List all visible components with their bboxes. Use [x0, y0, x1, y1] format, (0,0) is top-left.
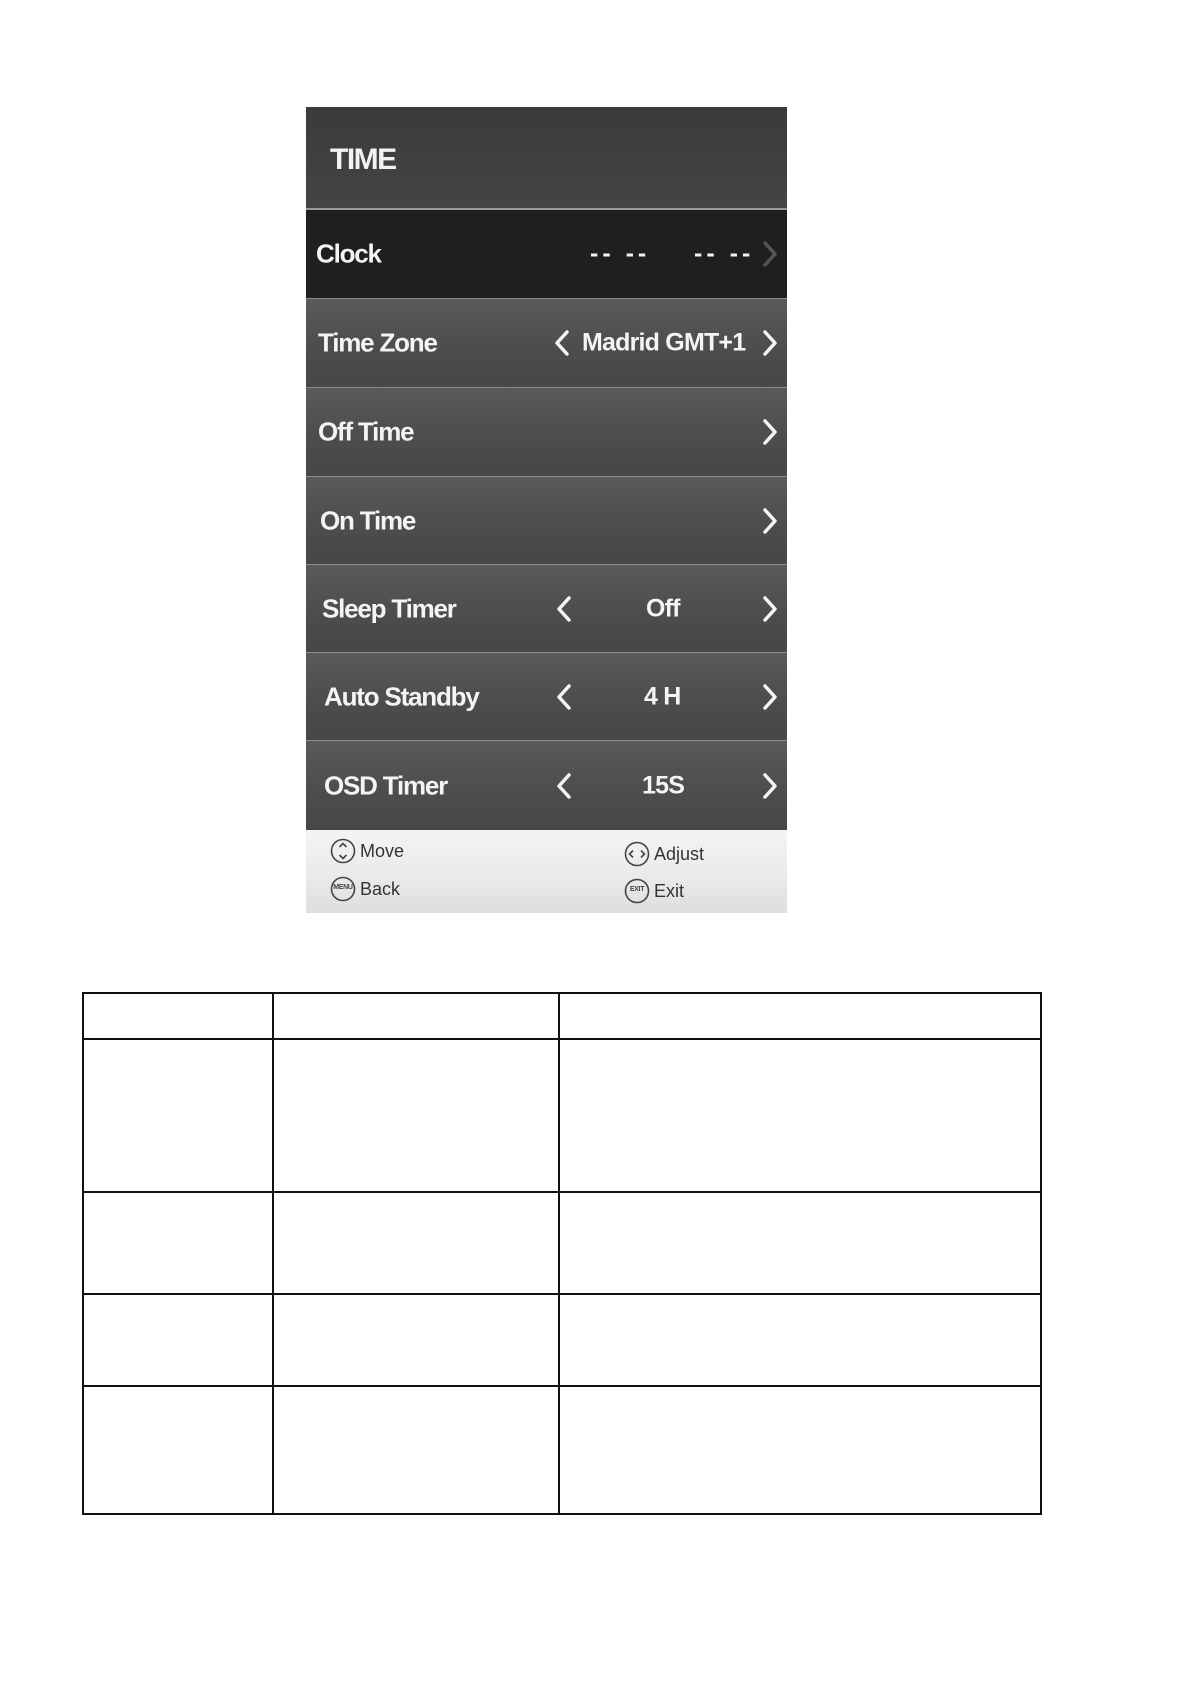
menu-item-label: Off Time [318, 416, 414, 447]
table-cell [83, 1192, 273, 1294]
menu-item-label: Clock [316, 238, 381, 269]
menu-footer-hints [306, 830, 787, 913]
menu-item-osd-timer[interactable] [306, 741, 787, 830]
hint-adjust-label: Adjust [654, 843, 705, 864]
time-zone-value: Madrid GMT+1 [582, 328, 746, 357]
table-cell [273, 1039, 559, 1192]
chevron-right-icon[interactable] [760, 504, 780, 538]
chevron-left-icon[interactable] [552, 326, 572, 360]
settings-description-table [82, 992, 1042, 1515]
table-cell [559, 1294, 1041, 1386]
exit-icon-text: EXIT [629, 886, 645, 893]
chevron-left-icon[interactable] [554, 592, 574, 626]
table-cell [273, 1294, 559, 1386]
table-row [83, 1192, 1041, 1294]
clock-value: -- -- -- -- [590, 239, 755, 268]
menu-item-on-time[interactable] [306, 477, 787, 565]
hint-exit-label: Exit [654, 880, 685, 901]
table-row [83, 1294, 1041, 1386]
table-cell [83, 1294, 273, 1386]
table-cell [559, 1039, 1041, 1192]
chevron-right-icon[interactable] [760, 769, 780, 803]
menu-item-clock[interactable] [306, 210, 787, 299]
chevron-right-icon[interactable] [760, 326, 780, 360]
table-cell [273, 993, 559, 1039]
menu-button-icon [330, 876, 356, 902]
hint-back-label: Back [360, 878, 401, 899]
table-row [83, 1386, 1041, 1514]
menu-item-label: On Time [320, 505, 416, 535]
chevron-left-icon[interactable] [554, 769, 574, 803]
menu-item-label: Time Zone [318, 327, 437, 358]
menu-title: TIME [330, 143, 396, 176]
table-cell [83, 1386, 273, 1514]
hint-adjust [624, 841, 704, 867]
menu-item-label: OSD Timer [324, 770, 448, 800]
menu-item-label: Auto Standby [324, 681, 479, 711]
sleep-timer-value: Off [646, 594, 680, 622]
table-cell [83, 993, 273, 1039]
up-down-arrows-icon [330, 838, 356, 864]
hint-back [330, 876, 400, 902]
hint-exit [624, 878, 684, 904]
hint-move [330, 838, 404, 864]
left-right-arrows-icon [624, 841, 650, 867]
table-cell [83, 1039, 273, 1192]
menu-header [306, 107, 787, 210]
chevron-left-icon[interactable] [554, 680, 574, 714]
menu-item-label: Sleep Timer [322, 593, 456, 623]
menu-icon-text: MENU [333, 884, 353, 891]
menu-item-time-zone[interactable] [306, 299, 787, 388]
menu-item-off-time[interactable] [306, 388, 787, 477]
chevron-right-icon[interactable] [760, 415, 780, 449]
auto-standby-value: 4 H [644, 682, 681, 710]
time-osd-menu [306, 107, 787, 913]
hint-move-label: Move [360, 840, 405, 861]
table-cell [273, 1192, 559, 1294]
table-header-row [83, 993, 1041, 1039]
menu-item-auto-standby[interactable] [306, 653, 787, 741]
chevron-right-icon [760, 237, 780, 271]
menu-item-sleep-timer[interactable] [306, 565, 787, 653]
table-cell [273, 1386, 559, 1514]
table-cell [559, 1192, 1041, 1294]
table-cell [559, 993, 1041, 1039]
osd-timer-value: 15S [642, 771, 685, 799]
chevron-right-icon[interactable] [760, 592, 780, 626]
table-row [83, 1039, 1041, 1192]
chevron-right-icon[interactable] [760, 680, 780, 714]
exit-button-icon [624, 878, 650, 904]
table-cell [559, 1386, 1041, 1514]
